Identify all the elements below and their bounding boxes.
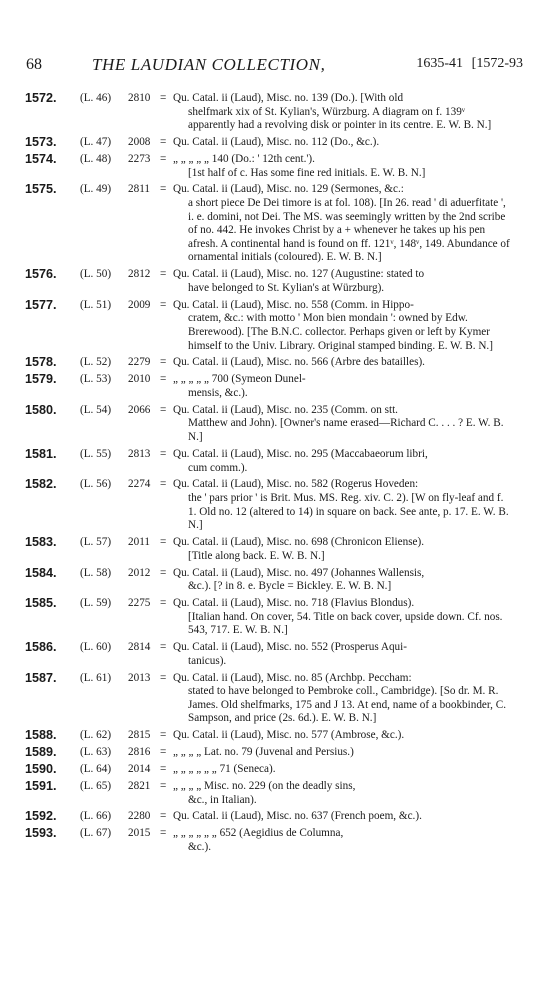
entry-description (173, 153, 513, 180)
description-continuation: cratem, &c.: with motto ' Mon bien mondain ': owned by Edw. Brerewood). [The B.N.C. collector. Perhaps given or left by Kymer himself to the Univ. Library. Original stamped binding. E. W. B. N.] (188, 312, 493, 352)
entry-description (173, 536, 513, 563)
description-first-line: Qu. Catal. ii (Laud), Misc. no. 566 (Arbre des batailles). (173, 356, 425, 369)
summary-number: 2008 (128, 136, 151, 149)
description-first-line: Qu. Catal. ii (Laud), Misc. no. 295 (Maccabaeorum libri, (173, 447, 428, 460)
description-first-line: Qu. Catal. ii (Laud), Misc. no. 558 (Comm. in Hippo- (173, 298, 414, 311)
entry-description (173, 92, 513, 133)
laud-reference: (L. 52) (80, 356, 112, 369)
header-range: [1572-93 (471, 56, 523, 71)
entry-description (173, 641, 513, 668)
entry-description (173, 356, 513, 370)
summary-number: 2066 (128, 403, 151, 416)
summary-number: 2015 (128, 827, 151, 840)
equals-sign: = (160, 729, 167, 742)
description-first-line: Qu. Catal. ii (Laud), Misc. no. 552 (Prosperus Aqui- (173, 641, 407, 654)
entry-number: 1572. (25, 91, 57, 105)
description-first-line: Qu. Catal. ii (Laud), Misc. no. 85 (Archbp. Peccham: (173, 671, 412, 684)
catalogue-entry (0, 299, 545, 353)
catalogue-entry (0, 373, 545, 400)
description-continuation: the ' pars prior ' is Brit. Mus. MS. Reg. xiv. C. 2). [W on fly-leaf and f. 1. Old no. 12 (altered to 14) in square on back. See ante, p. 17. E. W. B. N.] (188, 492, 509, 532)
equals-sign: = (160, 298, 167, 311)
entry-description (173, 729, 513, 743)
entry-number: 1579. (25, 372, 57, 387)
summary-number: 2815 (128, 729, 151, 742)
catalogue-entry (0, 153, 545, 180)
equals-sign: = (160, 597, 167, 610)
equals-sign: = (160, 746, 167, 759)
entry-number: 1584. (25, 565, 57, 580)
summary-number: 2010 (128, 373, 151, 386)
description-continuation: mensis, &c.). (188, 386, 248, 399)
equals-sign: = (160, 403, 167, 416)
catalogue-entry (0, 478, 545, 532)
description-first-line: Qu. Catal. ii (Laud), Misc. no. 139 (Do.). [With old (173, 92, 404, 104)
laud-reference: (L. 66) (80, 810, 112, 823)
summary-number: 2274 (128, 478, 151, 491)
equals-sign: = (160, 810, 167, 823)
summary-number: 2814 (128, 641, 151, 654)
description-first-line: „ „ „ „ Misc. no. 229 (on the deadly sins, (173, 779, 356, 792)
entry-number: 1593. (25, 826, 57, 841)
description-first-line: „ „ „ „ „ „ 652 (Aegidius de Columna, (173, 827, 344, 840)
description-first-line: Qu. Catal. ii (Laud), Misc. no. 698 (Chronicon Eliense). (173, 536, 425, 549)
summary-number: 2013 (128, 671, 151, 684)
entry-description (173, 672, 513, 726)
entry-number: 1577. (25, 297, 57, 312)
equals-sign: = (160, 827, 167, 840)
summary-number: 2810 (128, 92, 151, 104)
laud-reference: (L. 57) (80, 536, 112, 549)
laud-reference: (L. 65) (80, 779, 112, 792)
summary-number: 2273 (128, 152, 151, 165)
equals-sign: = (160, 136, 167, 149)
equals-sign: = (160, 92, 167, 104)
catalogue-entry (0, 448, 545, 475)
description-first-line: Qu. Catal. ii (Laud), Misc. no. 112 (Do., &c.). (173, 136, 380, 149)
equals-sign: = (160, 779, 167, 792)
catalogue-entry (0, 183, 545, 265)
description-continuation: [Title along back. E. W. B. N.] (188, 549, 325, 562)
equals-sign: = (160, 641, 167, 654)
summary-number: 2279 (128, 356, 151, 369)
summary-number: 2280 (128, 810, 151, 823)
catalogue-entry (0, 827, 545, 854)
page-number: 68 (26, 56, 42, 73)
entry-number: 1583. (25, 535, 57, 550)
catalogue-entry (0, 268, 545, 295)
catalogue-entry (0, 763, 545, 777)
equals-sign: = (160, 763, 167, 776)
entry-description (173, 478, 513, 532)
entry-description (173, 567, 513, 594)
catalogue-entry (0, 729, 545, 743)
catalogue-entry (0, 404, 545, 445)
description-first-line: Qu. Catal. ii (Laud), Misc. no. 235 (Comm. on stt. (173, 403, 398, 416)
entry-description (173, 268, 513, 295)
laud-reference: (L. 47) (80, 136, 112, 149)
catalogue-entry (0, 641, 545, 668)
summary-number: 2014 (128, 763, 151, 776)
equals-sign: = (160, 152, 167, 165)
equals-sign: = (160, 183, 167, 196)
entry-description (173, 810, 513, 824)
entry-number: 1587. (25, 670, 57, 685)
laud-reference: (L. 50) (80, 268, 112, 281)
summary-number: 2275 (128, 597, 151, 610)
equals-sign: = (160, 268, 167, 281)
entry-number: 1582. (25, 477, 57, 492)
summary-number: 2812 (128, 268, 151, 281)
entry-number: 1575. (25, 182, 57, 197)
catalogue-entry (0, 780, 545, 807)
summary-number: 2011 (128, 536, 150, 549)
laud-reference: (L. 62) (80, 729, 112, 742)
entry-description (173, 299, 513, 353)
summary-number: 2012 (128, 566, 151, 579)
description-continuation: a short piece De Dei timore is at fol. 108). [In 26. read ' di aduerfitate ', i. e. domini, not Dei. The MS. was seemingly written by the 2nd scribe of no. 442. He invokes Christ by a + whenever he takes up his pen afresh. A continental hand is found on ff. 121ᵛ, 148ᵛ, 149. Abundance of ornamental initials (coloured). E. W. B. N.] (188, 197, 510, 264)
laud-reference: (L. 60) (80, 641, 112, 654)
laud-reference: (L. 63) (80, 746, 112, 759)
description-first-line: Qu. Catal. ii (Laud), Misc. no. 577 (Ambrose, &c.). (173, 729, 405, 742)
entry-description (173, 373, 513, 400)
laud-reference: (L. 64) (80, 763, 112, 776)
entry-number: 1576. (25, 267, 57, 282)
entry-number: 1574. (25, 151, 57, 166)
catalogue-entry (0, 746, 545, 760)
entry-number: 1580. (25, 402, 57, 417)
laud-reference: (L. 61) (80, 671, 112, 684)
catalogue-entry (0, 672, 545, 726)
summary-number: 2821 (128, 779, 151, 792)
description-first-line: Qu. Catal. ii (Laud), Misc. no. 718 (Flavius Blondus). (173, 597, 415, 610)
entry-number: 1586. (25, 640, 57, 655)
description-continuation: shelfmark xix of St. Kylian's, Würzburg. A diagram on f. 139ᵛ apparently had a revolving disk or pointer in its centre. E. W. B. N.] (188, 105, 492, 132)
entry-number: 1591. (25, 778, 57, 793)
catalogue-entry (0, 536, 545, 563)
catalogue-entry (0, 810, 545, 824)
description-first-line: Qu. Catal. ii (Laud), Misc. no. 127 (Augustine: stated to (173, 268, 425, 281)
description-continuation: have belonged to St. Kylian's at Würzburg). (188, 281, 385, 294)
entry-description (173, 763, 513, 777)
description-first-line: Qu. Catal. ii (Laud), Misc. no. 129 (Sermones, &c.: (173, 183, 404, 196)
laud-reference: (L. 53) (80, 373, 112, 386)
equals-sign: = (160, 373, 167, 386)
entry-number: 1578. (25, 355, 57, 370)
summary-number: 2816 (128, 746, 151, 759)
laud-reference: (L. 54) (80, 403, 112, 416)
laud-reference: (L. 55) (80, 447, 112, 460)
laud-reference: (L. 56) (80, 478, 112, 491)
equals-sign: = (160, 536, 167, 549)
description-first-line: „ „ „ „ „ „ 71 (Seneca). (173, 763, 276, 776)
description-first-line: „ „ „ „ Lat. no. 79 (Juvenal and Persius.) (173, 746, 354, 759)
description-continuation: cum comm.). (188, 461, 248, 474)
description-first-line: „ „ „ „ „ 140 (Do.: ' 12th cent.'). (173, 152, 315, 165)
catalogue-entry (0, 356, 545, 370)
entry-number: 1592. (25, 809, 57, 824)
catalogue-entry (0, 92, 545, 133)
laud-reference: (L. 46) (80, 92, 112, 104)
entry-number: 1589. (25, 745, 57, 760)
laud-reference: (L. 48) (80, 152, 112, 165)
entry-description (173, 597, 513, 638)
page-header (26, 56, 523, 78)
entry-description (173, 746, 513, 760)
equals-sign: = (160, 566, 167, 579)
running-title: THE LAUDIAN COLLECTION, (92, 55, 326, 74)
laud-reference: (L. 67) (80, 827, 112, 840)
laud-reference: (L. 51) (80, 298, 112, 311)
equals-sign: = (160, 447, 167, 460)
header-dates: 1635-41 (416, 56, 463, 71)
entry-description (173, 827, 513, 854)
description-continuation: &c.). (188, 840, 211, 853)
description-continuation: [1st half of c. Has some fine red initials. E. W. B. N.] (188, 166, 426, 179)
catalogue-entry (0, 597, 545, 638)
entry-number: 1581. (25, 446, 57, 461)
entry-number: 1590. (25, 762, 57, 777)
description-continuation: &c., in Italian). (188, 793, 257, 806)
description-first-line: Qu. Catal. ii (Laud), Misc. no. 582 (Rogerus Hoveden: (173, 478, 419, 491)
description-continuation: [Italian hand. On cover, 54. Title on back cover, upside down. Cf. nos. 543, 717. E. W. B. N.] (188, 610, 503, 637)
description-continuation: Matthew and John). [Owner's name erased—Richard C. . . . ? E. W. B. N.] (188, 417, 504, 444)
description-first-line: Qu. Catal. ii (Laud), Misc. no. 497 (Johannes Wallensis, (173, 566, 425, 579)
entry-list (0, 92, 545, 858)
entry-description (173, 448, 513, 475)
entry-description (173, 136, 513, 150)
summary-number: 2811 (128, 183, 150, 196)
description-continuation: &c.). [? in 8. e. Bycle = Bickley. E. W. B. N.] (188, 580, 392, 593)
summary-number: 2813 (128, 447, 151, 460)
catalogue-entry (0, 567, 545, 594)
summary-number: 2009 (128, 298, 151, 311)
description-first-line: Qu. Catal. ii (Laud), Misc. no. 637 (French poem, &c.). (173, 810, 422, 823)
entry-description (173, 780, 513, 807)
catalogue-entry (0, 136, 545, 150)
description-continuation: stated to have belonged to Pembroke coll., Cambridge). [So dr. M. R. James. Old shelfmarks, 175 and J 13. At end, name of a bookbinder, C. Sampson, and price (2s. 6d.). E. W. B. N.] (188, 685, 507, 725)
entry-number: 1585. (25, 596, 57, 611)
description-continuation: tanicus). (188, 654, 227, 667)
entry-description (173, 183, 513, 265)
equals-sign: = (160, 671, 167, 684)
description-first-line: „ „ „ „ „ 700 (Symeon Dunel- (173, 373, 306, 386)
laud-reference: (L. 58) (80, 566, 112, 579)
laud-reference: (L. 59) (80, 597, 112, 610)
equals-sign: = (160, 478, 167, 491)
entry-description (173, 404, 513, 445)
entry-number: 1573. (25, 135, 57, 150)
laud-reference: (L. 49) (80, 183, 112, 196)
entry-number: 1588. (25, 728, 57, 743)
equals-sign: = (160, 356, 167, 369)
